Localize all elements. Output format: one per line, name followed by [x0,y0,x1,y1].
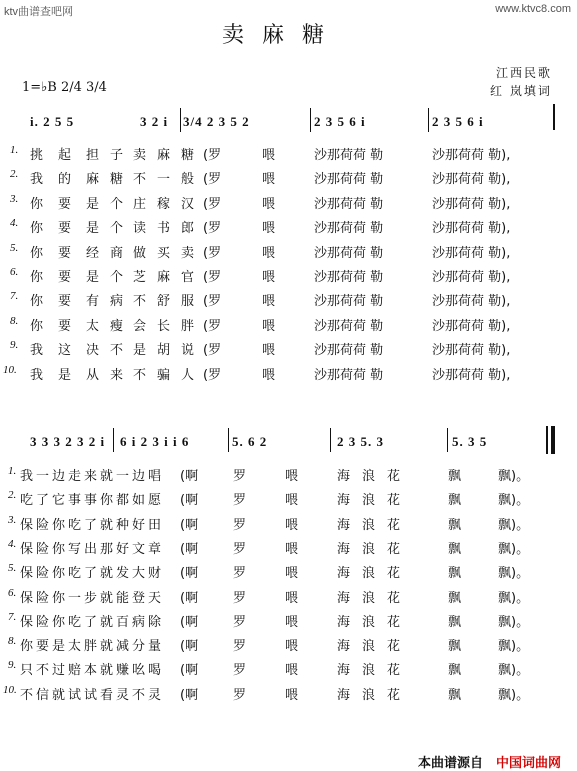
lyric-row [0,562,577,582]
lyric-text: 海浪花 [337,541,413,557]
lyric-char: 一 [157,172,171,188]
lyric-text: (罗 [203,245,222,261]
verse-number: 5. [8,562,17,575]
notation-measure: 2 3 5. 3 [337,434,384,449]
lyric-row [0,611,577,631]
lyric-char: 商 [110,245,124,261]
lyric-row [0,659,577,679]
lyric-text: 沙那荷荷 勒), [432,172,511,188]
lyric-text: 喂 [262,221,276,237]
lyric-char: 是 [86,270,100,285]
verse-number: 2. [10,168,19,181]
lyric-text: 飘)。 [498,639,530,655]
lyric-text: 海浪花 [337,590,413,606]
lyric-char: 这 [58,343,72,359]
lyric-row [0,364,577,384]
lyric-row [0,266,577,286]
lyric-char: 决 [86,343,100,359]
verse-number: 9. [8,659,17,672]
notation-measure: 3 3 3 2 3 2 i [30,434,106,449]
verse-number: 1. [10,144,19,156]
lyric-text: 沙那荷荷 勒), [432,367,511,383]
lyric-row [0,339,577,359]
lyric-char: 人 [181,367,195,383]
lyric-row [0,489,577,509]
lyric-char: 郎 [181,221,195,237]
lyric-char: 会 [133,318,147,334]
lyric-text: 喂 [285,687,299,703]
lyric-char: 太 [86,318,100,334]
lyric-row [0,315,577,335]
lyric-char: 书 [157,221,171,237]
lyric-text: 我一边走来就一边唱 [20,469,165,484]
lyric-text: 罗 [233,687,247,703]
notation-measure: 3/4 2 3 5 2 [183,114,250,129]
lyric-text: 喂 [262,367,276,383]
lyric-text: 沙那荷荷 勒 [314,221,384,237]
lyric-text: 保险你一步就能登天 [20,590,165,606]
notation-measure: 5. 6 2 [232,434,268,449]
lyric-text: 喂 [285,590,299,606]
lyric-text: 沙那荷荷 勒), [432,343,511,359]
lyric-text: 喂 [285,517,299,533]
lyric-text: 海浪花 [337,566,413,582]
lyric-text: 罗 [233,493,247,509]
lyric-text: (啊 [180,469,199,484]
lyric-row [0,144,577,164]
lyric-text: 飘)。 [498,517,530,533]
verse-number: 6. [10,266,19,278]
lyric-text: 只不过赔本就赚吆喝 [20,663,165,679]
lyric-char: 长 [157,318,171,334]
lyric-char: 是 [58,367,72,383]
lyric-text: (罗 [203,367,222,383]
lyric-text: 喂 [285,614,299,630]
lyric-char: 我 [30,343,44,359]
lyric-text: 飘)。 [498,541,530,557]
lyric-text: 海浪花 [337,493,413,509]
lyric-char: 要 [58,270,72,285]
lyric-char: 从 [86,367,100,383]
lyric-text: (啊 [180,614,199,630]
lyric-text: (罗 [203,343,222,359]
footer-site-link[interactable]: 中国词曲网 [496,756,562,771]
lyric-text: (罗 [203,172,222,188]
song-title: 卖麻糖 [222,23,343,48]
notation-measure: i. 2 5 5 [30,114,75,129]
lyric-char: 卖 [133,148,147,163]
lyric-char: 说 [181,343,195,359]
lyric-text: 沙那荷荷 勒 [314,148,384,163]
lyric-char: 官 [181,270,195,285]
lyric-text: 沙那荷荷 勒), [432,318,511,334]
lyric-text: (罗 [203,270,222,285]
lyric-char: 做 [133,245,147,261]
verse-number: 3. [8,513,17,526]
lyric-row [0,217,577,237]
lyric-text: 飘 [448,614,462,630]
notation-measure: 6 i 2 3 i i 6 [120,434,190,449]
lyric-char: 要 [58,221,72,237]
lyric-char: 要 [58,196,72,212]
verse-number: 8. [8,635,17,648]
lyric-text: 飘 [448,687,462,703]
lyric-char: 子 [110,148,124,163]
lyric-char: 你 [30,270,44,285]
lyric-char: 卖 [181,245,195,261]
verse-number: 8. [10,314,19,327]
verse-number: 4. [8,537,17,550]
lyric-text: 喂 [262,172,276,188]
lyric-text: 喂 [262,270,276,285]
lyric-char: 你 [30,294,44,310]
lyric-text: 飘 [448,639,462,655]
lyric-text: 飘 [448,541,462,557]
lyric-char: 芝 [133,270,147,285]
lyric-char: 不 [133,172,147,188]
song-origin: 江西民歌 [496,66,553,80]
notation-measure: 2 3 5 6 i [314,114,366,129]
lyric-text: (罗 [203,148,222,163]
lyric-text: 飘)。 [498,590,530,606]
notation-measure: 2 3 5 6 i [432,114,484,129]
barline [447,428,448,452]
verse-number: 2. [8,489,17,502]
lyric-text: (啊 [180,517,199,533]
barline [113,428,114,452]
lyric-char: 是 [133,343,147,359]
lyric-text: 沙那荷荷 勒 [314,172,384,188]
barline [228,428,229,452]
lyric-row [0,587,577,607]
lyric-char: 不 [133,367,147,383]
barline [180,108,181,132]
lyric-char: 稼 [157,196,171,212]
lyric-row [0,684,577,704]
lyric-text: 飘)。 [498,614,530,630]
lyric-text: 罗 [233,590,247,606]
lyric-text: 沙那荷荷 勒 [314,318,384,334]
lyric-text: 喂 [285,639,299,655]
lyric-char: 是 [86,196,100,212]
lyric-text: 海浪花 [337,614,413,630]
notation-measure: 3 2 i [140,114,169,129]
lyric-text: 沙那荷荷 勒 [314,196,384,212]
lyric-char: 要 [58,245,72,261]
verse-number: 9. [10,339,19,352]
lyric-char: 要 [58,294,72,310]
lyric-char: 经 [86,245,100,261]
lyric-text: 你要是太胖就减分量 [20,639,165,655]
lyric-text: 飘 [448,590,462,606]
barline [428,108,429,132]
lyric-row [0,465,577,485]
lyric-row [0,193,577,213]
lyric-char: 要 [58,318,72,334]
lyric-char: 汉 [181,196,195,212]
lyric-text: 喂 [262,245,276,261]
lyric-char: 不 [133,294,147,310]
lyric-text: 沙那荷荷 勒), [432,196,511,212]
lyric-char: 是 [86,221,100,237]
lyric-row [0,635,577,655]
verse-number: 4. [10,217,19,230]
barline [330,428,331,452]
lyric-text: 飘)。 [498,663,530,679]
verse-number: 6. [8,586,17,599]
lyric-text: 海浪花 [337,663,413,679]
lyric-char: 舒 [157,294,171,310]
final-barline [546,426,548,454]
lyric-text: 保险你吃了就百病除 [20,614,165,630]
lyric-char: 个 [110,221,124,237]
lyric-text: 喂 [262,343,276,359]
lyric-char: 麻 [157,270,171,285]
lyric-char: 麻 [157,148,171,163]
lyric-text: 沙那荷荷 勒), [432,294,511,310]
lyric-char: 骗 [157,367,171,383]
lyric-text: 不信就试试看灵不灵 [20,687,165,703]
lyric-text: 飘)。 [498,469,530,484]
lyric-text: 喂 [285,566,299,582]
lyric-text: 吃了它事事你都如愿 [20,493,165,509]
lyric-char: 个 [110,196,124,212]
lyric-text: 喂 [285,493,299,509]
lyric-row [0,514,577,534]
lyric-text: 罗 [233,566,247,582]
verse-number: 3. [10,192,19,205]
lyric-char: 麻 [86,172,100,188]
lyric-text: 罗 [233,541,247,557]
lyric-text: 沙那荷荷 勒 [314,270,384,285]
lyric-text: (啊 [180,663,199,679]
lyric-text: 飘)。 [498,493,530,509]
lyric-text: 沙那荷荷 勒), [432,148,511,163]
lyric-char: 你 [30,245,44,261]
lyric-char: 的 [58,172,72,188]
lyric-text: 喂 [262,196,276,212]
lyric-row [0,538,577,558]
lyric-text: 保险你吃了就发大财 [20,566,165,582]
lyric-text: 罗 [233,614,247,630]
lyric-row [0,242,577,262]
lyric-text: (罗 [203,196,222,212]
lyric-char: 读 [133,221,147,237]
lyric-text: 沙那荷荷 勒 [314,294,384,310]
verse-number: 5. [10,241,19,254]
lyric-text: 飘 [448,469,462,484]
lyric-char: 庄 [133,196,147,212]
key-signature: 1=♭B 2/4 3/4 [22,80,107,95]
lyric-text: 喂 [262,318,276,334]
lyric-char: 糖 [110,172,124,188]
lyric-text: 喂 [285,541,299,557]
lyric-text: 飘)。 [498,687,530,703]
lyric-text: 飘 [448,517,462,533]
lyric-char: 胖 [181,318,195,334]
lyric-text: 沙那荷荷 勒 [314,367,384,383]
verse-number: 7. [10,290,19,303]
lyric-text: (啊 [180,493,199,509]
watermark-left: ktv曲谱查吧网 [4,6,74,18]
lyric-char: 病 [110,294,124,310]
lyric-char: 起 [58,148,72,163]
lyric-char: 你 [30,221,44,237]
verse-number: 10. [3,363,17,376]
final-barline [551,426,555,454]
lyric-text: (啊 [180,541,199,557]
lyric-text: 海浪花 [337,687,413,703]
barline [310,108,311,132]
lyric-text: 沙那荷荷 勒), [432,270,511,285]
watermark-right: www.ktvc8.com [495,3,571,15]
lyric-text: 喂 [262,148,276,163]
lyric-text: 沙那荷荷 勒 [314,343,384,359]
verse-number: 7. [8,610,17,623]
lyric-text: 沙那荷荷 勒), [432,245,511,261]
lyric-text: (罗 [203,318,222,334]
lyric-text: 罗 [233,517,247,533]
lyric-text: 保险你吃了就种好田 [20,517,165,533]
lyric-text: 沙那荷荷 勒), [432,221,511,237]
lyric-text: 海浪花 [337,469,413,484]
lyric-text: 喂 [285,469,299,484]
lyric-row [0,168,577,188]
lyric-text: (罗 [203,294,222,310]
lyric-text: 罗 [233,663,247,679]
lyric-char: 挑 [30,148,44,163]
lyric-char: 瘦 [110,318,124,334]
lyric-text: (啊 [180,566,199,582]
lyric-char: 我 [30,172,44,188]
lyric-text: 沙那荷荷 勒 [314,245,384,261]
lyric-text: 飘 [448,566,462,582]
lyric-text: 飘 [448,663,462,679]
lyric-text: (罗 [203,221,222,237]
lyric-text: 罗 [233,639,247,655]
lyric-char: 个 [110,270,124,285]
lyric-row [0,290,577,310]
lyric-char: 买 [157,245,171,261]
lyric-char: 不 [110,343,124,359]
footer-label: 本曲谱源自 [418,756,484,771]
lyric-char: 我 [30,367,44,383]
lyric-text: 海浪花 [337,517,413,533]
lyric-char: 担 [86,148,100,163]
lyric-text: (啊 [180,639,199,655]
lyric-text: 飘 [448,493,462,509]
lyric-text: 罗 [233,469,247,484]
lyric-text: 海浪花 [337,639,413,655]
lyric-text: 飘)。 [498,566,530,582]
lyric-char: 有 [86,294,100,310]
lyric-char: 来 [110,367,124,383]
lyric-text: 保险你写出那好文章 [20,541,165,557]
verse-number: 10. [3,683,17,696]
lyric-text: (啊 [180,590,199,606]
lyric-text: 喂 [262,294,276,310]
notation-measure: 5. 3 5 [452,434,488,449]
lyric-char: 般 [181,172,195,188]
lyric-char: 胡 [157,343,171,359]
lyric-text: (啊 [180,687,199,703]
lyric-text: 喂 [285,663,299,679]
lyric-char: 糖 [181,148,195,163]
verse-number: 1. [8,465,17,477]
lyric-char: 你 [30,318,44,334]
barline [553,104,555,130]
lyric-char: 你 [30,196,44,212]
lyricist-credit: 红 岚填词 [490,84,552,98]
lyric-char: 服 [181,294,195,310]
